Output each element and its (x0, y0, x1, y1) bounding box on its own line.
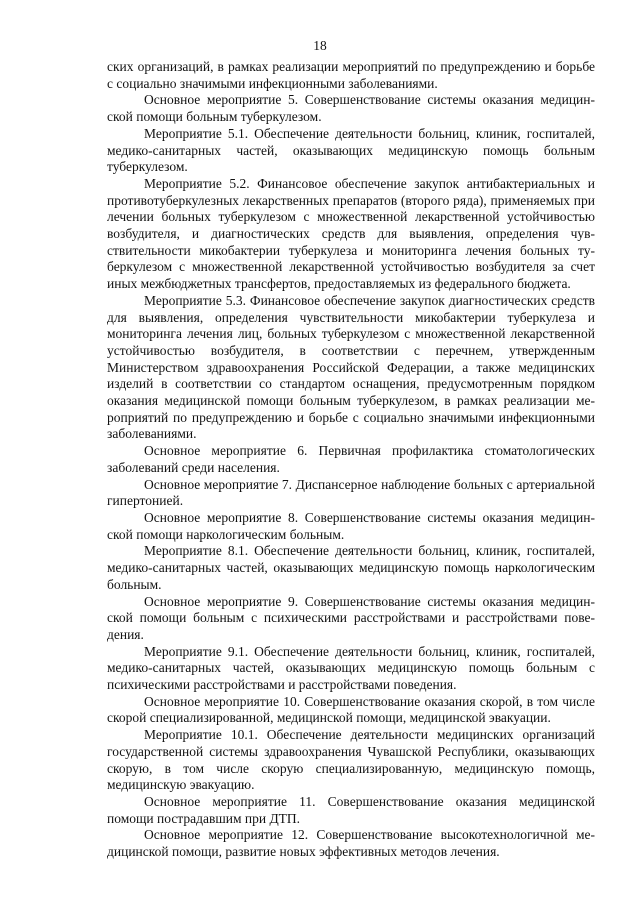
paragraph-main-activity-10: Основное мероприятие 10. Совершенствование оказания скорой, в том числе скорой специализированной, медицинской помощи, медицинской эвакуации. (107, 693, 595, 726)
paragraph-main-activity-11: Основное мероприятие 11. Совершенствование оказания медицинской помощи пострадавшим при ДТП. (107, 793, 595, 826)
document-body (107, 59, 595, 861)
paragraph-main-activity-9: Основное мероприятие 9. Совершенствование системы оказания медицинской помощи больным с психическими расстройствами и расстройствами поведения. (107, 593, 595, 642)
paragraph-activity-8-1: Мероприятие 8.1. Обеспечение деятельности больниц, клиник, госпиталей, медико-санитарных частей, оказывающих медицинскую помощь наркологическим больным. (107, 543, 595, 592)
paragraph-main-activity-8: Основное мероприятие 8. Совершенствование системы оказания медицинской помощи наркологическим больным. (107, 509, 595, 542)
paragraph-main-activity-12: Основное мероприятие 12. Совершенствование высокотехнологичной медицинской помощи, развитие новых эффективных методов лечения. (107, 827, 595, 860)
page-number: 18 (313, 38, 327, 53)
paragraph-main-activity-7: Основное мероприятие 7. Диспансерное наблюдение больных с артериальной гипертонией. (107, 476, 595, 509)
paragraph-activity-5-1: Мероприятие 5.1. Обеспечение деятельности больниц, клиник, госпиталей, медико-санитарных частей, оказывающих медицинскую помощь больным туберкулезом. (107, 125, 595, 175)
paragraph-main-activity-6: Основное мероприятие 6. Первичная профилактика стоматологических заболеваний среди населения. (107, 443, 595, 475)
paragraph-activity-5-3: Мероприятие 5.3. Финансовое обеспечение закупок диагностических средств для выявления, определения чувствительности микобактерии туберкулеза и мониторинга лечения лиц, больных туберкулезом с множественной лекарственной устойчивостью возбудителя, в соответствии с перечнем, утвержденным Министерством здравоохранения Российской Федерации, а также медицинских изделий в соответствии со стандартом оснащения, предусмотренным порядком оказания медицинской помощи больным туберкулезом, в рамках реализации мероприятий по предупреждению и борьбе с социально значимыми инфекционными заболеваниями. (107, 292, 595, 442)
paragraph-main-activity-5: Основное мероприятие 5. Совершенствование системы оказания медицинской помощи больным туберкулезом. (107, 92, 595, 125)
paragraph-activity-9-1: Мероприятие 9.1. Обеспечение деятельности больниц, клиник, госпиталей, медико-санитарных частей, оказывающих медицинскую помощь больным с психическими расстройствами и расстройствами поведения. (107, 643, 595, 693)
paragraph-activity-5-2: Мероприятие 5.2. Финансовое обеспечение закупок антибактериальных и противотуберкулезных лекарственных препаратов (второго ряда), применяемых при лечении больных туберкулезом с множественной лекарственной устойчивостью возбудителя, и диагностических средств для выявления, определения чувствительности микобактерии туберкулеза и мониторинга лечения больных туберкулезом с множественной лекарственной устойчивостью возбудителя за счет иных межбюджетных трансфертов, предоставляемых из федерального бюджета. (107, 175, 595, 292)
paragraph-activity-10-1: Мероприятие 10.1. Обеспечение деятельности медицинских организаций государственной системы здравоохранения Чувашской Республики, оказывающих скорую, в том числе скорую специализированную, медицинскую помощь, медицинскую эвакуацию. (107, 727, 595, 793)
paragraph-continuation: ских организаций, в рамках реализации мероприятий по предупреждению и борьбе с социально значимыми инфекционными заболеваниями. (107, 59, 595, 91)
